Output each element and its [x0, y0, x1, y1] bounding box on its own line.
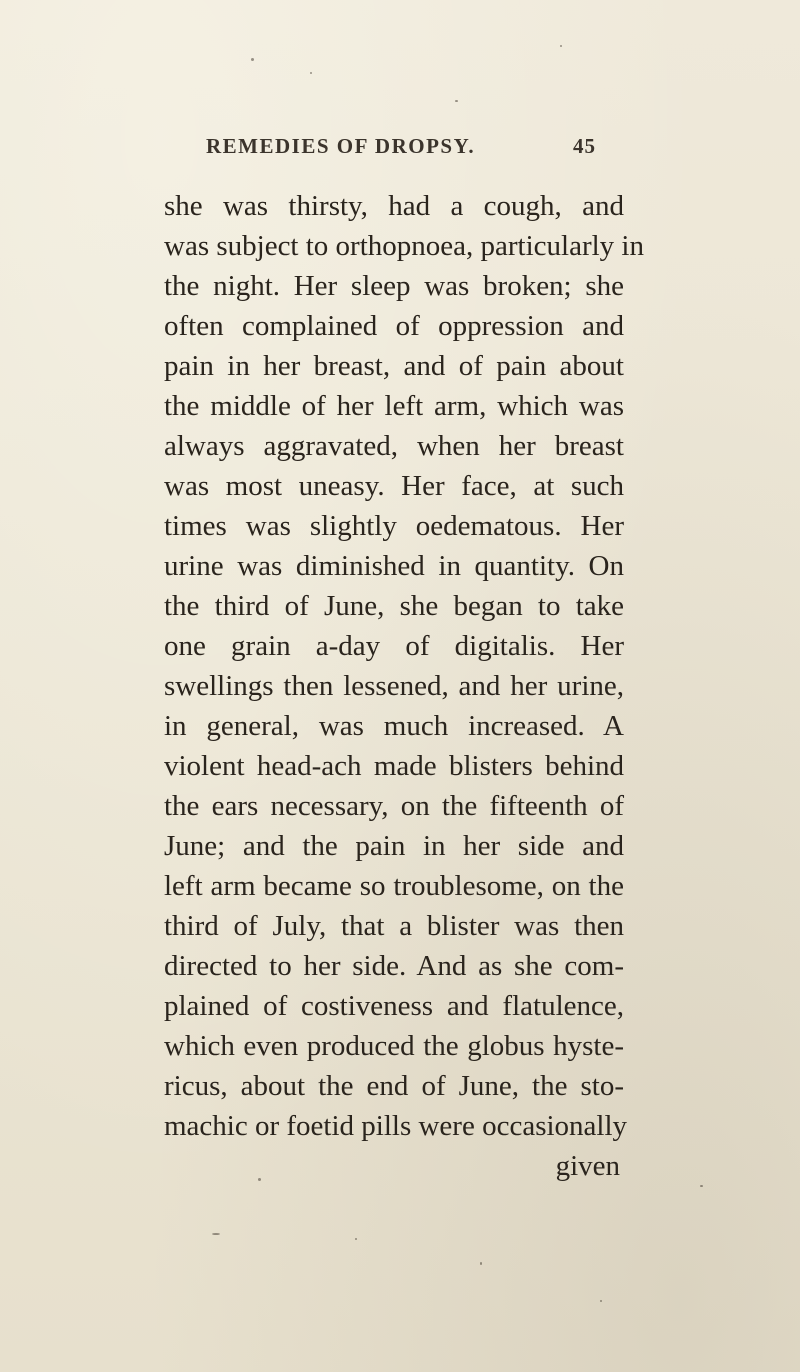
paper-speck — [212, 1233, 220, 1235]
text-line: left arm became so troublesome, on the — [164, 870, 624, 902]
text-line: directed to her side. And as she com- — [164, 950, 624, 982]
text-line: the middle of her left arm, which was — [164, 390, 624, 422]
text-line: ricus, about the end of June, the sto- — [164, 1070, 624, 1102]
text-line: urine was diminished in quantity. On — [164, 550, 624, 582]
paper-speck — [310, 72, 312, 74]
text-line: she was thirsty, had a cough, and — [164, 190, 624, 222]
paper-speck — [700, 1185, 703, 1187]
text-line: times was slightly oedematous. Her — [164, 510, 624, 542]
text-line: was most uneasy. Her face, at such — [164, 470, 624, 502]
text-line: pain in her breast, and of pain about — [164, 350, 624, 382]
text-line: was subject to orthopnoea, particularly in — [164, 230, 644, 262]
text-line: in general, was much increased. A — [164, 710, 624, 742]
text-line: June; and the pain in her side and — [164, 830, 624, 862]
text-line: machic or foetid pills were occasionally — [164, 1110, 628, 1142]
text-line: plained of costiveness and flatulence, — [164, 990, 624, 1022]
paper-speck — [600, 1300, 602, 1302]
text-line: always aggravated, when her breast — [164, 430, 624, 462]
paper-speck — [251, 58, 254, 61]
text-line: which even produced the globus hyste- — [164, 1030, 624, 1062]
running-title: REMEDIES OF DROPSY. — [206, 134, 476, 158]
paper-speck — [455, 100, 458, 102]
text-line: third of July, that a blister was then — [164, 910, 624, 942]
text-line: violent head-ach made blisters behind — [164, 750, 624, 782]
paper-speck — [560, 45, 562, 47]
paper-speck — [480, 1262, 482, 1265]
text-line: often complained of oppression and — [164, 310, 624, 342]
text-line: the ears necessary, on the fifteenth of — [164, 790, 624, 822]
text-line: the night. Her sleep was broken; she — [164, 270, 624, 302]
body-text — [164, 186, 644, 1186]
page-header — [206, 134, 596, 164]
text-line: one grain a-day of digitalis. Her — [164, 630, 624, 662]
text-line: swellings then lessened, and her urine, — [164, 670, 624, 702]
catchword: given — [555, 1150, 620, 1182]
text-line: the third of June, she began to take — [164, 590, 624, 622]
paper-speck — [355, 1238, 357, 1240]
page-number: 45 — [573, 134, 596, 158]
